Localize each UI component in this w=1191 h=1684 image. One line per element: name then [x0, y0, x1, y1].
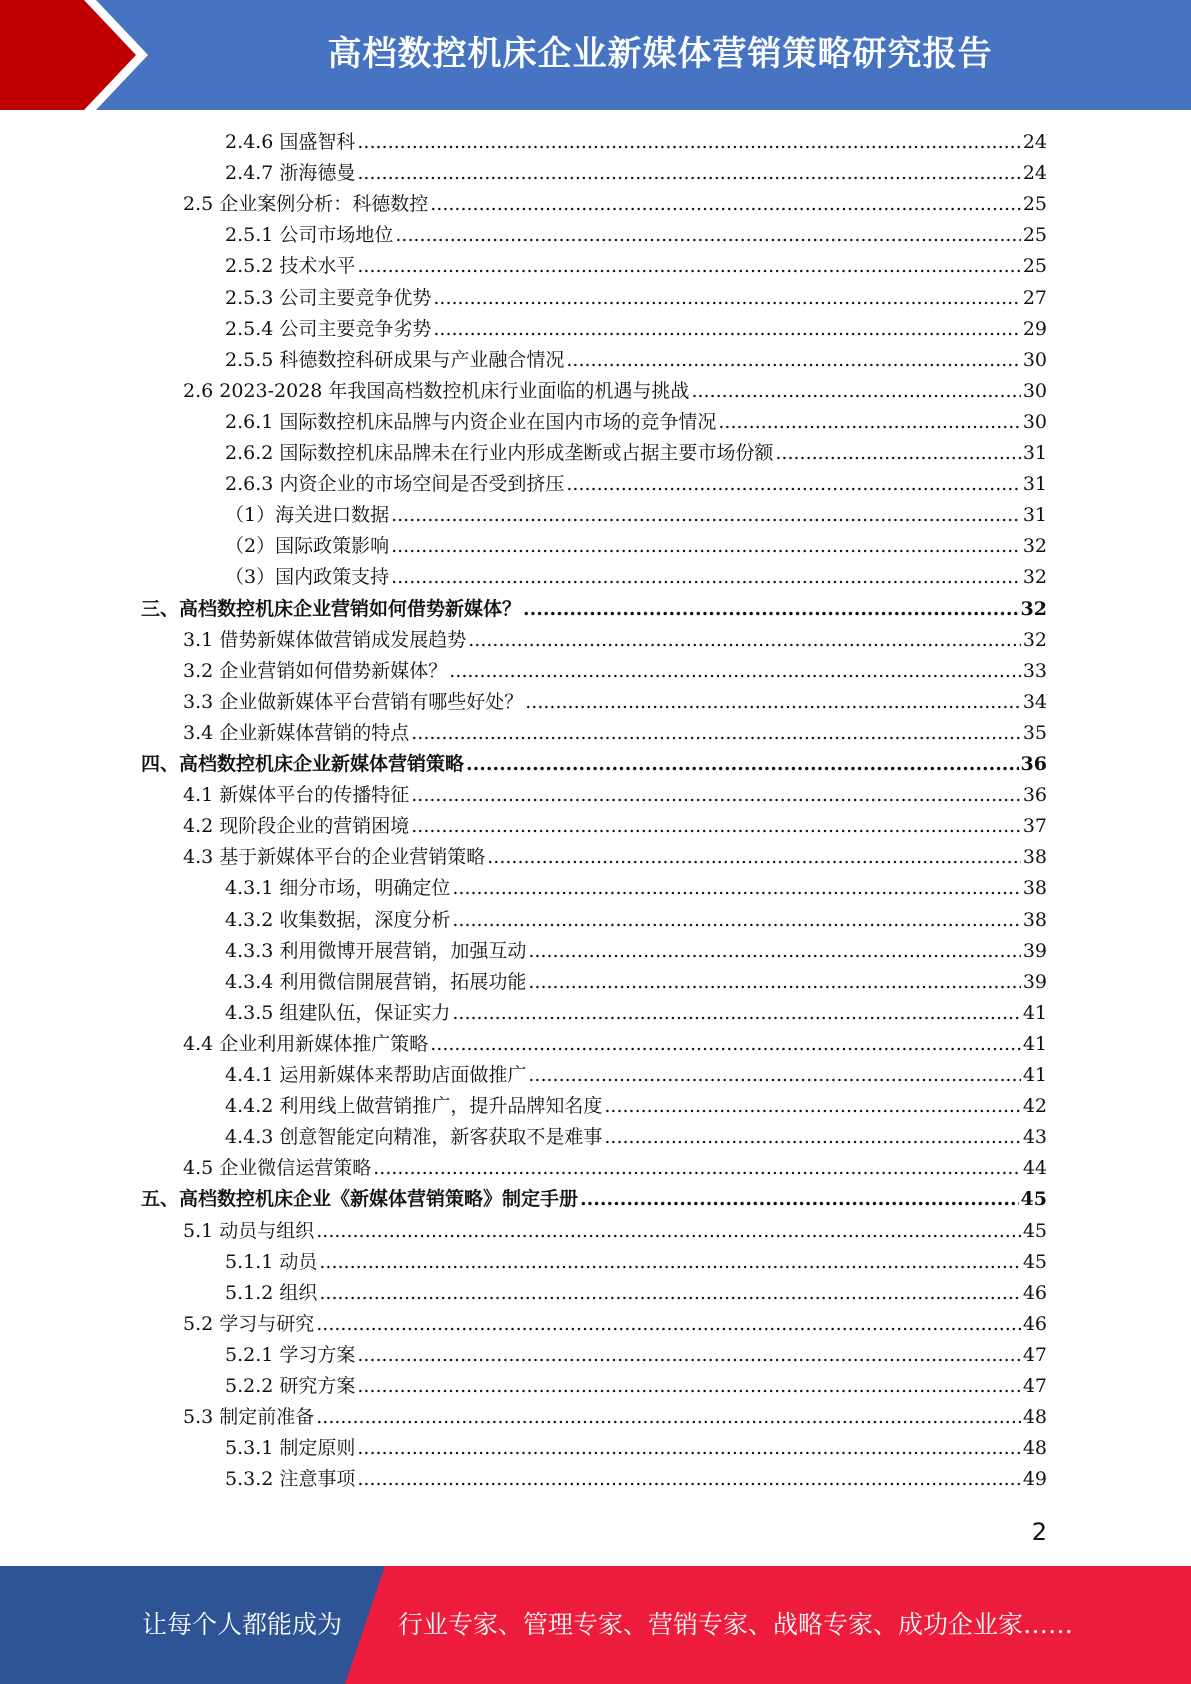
toc-entry-page: 24 [1022, 131, 1047, 153]
page-number: 2 [1031, 1518, 1047, 1546]
toc-entry-page: 25 [1022, 193, 1047, 216]
toc-entry-label: 5.3.2 注意事项 [225, 1468, 356, 1491]
toc-entry-label: 5.1 动员与组织 [183, 1219, 315, 1242]
toc-dot-leader [430, 189, 1021, 220]
toc-entry[interactable] [183, 687, 1047, 718]
toc-entry[interactable] [225, 127, 1047, 158]
toc-entry[interactable] [225, 1122, 1047, 1153]
toc-entry[interactable] [225, 1278, 1047, 1309]
toc-dot-leader [411, 718, 1021, 749]
toc-entry-label: 2.6.1 国际数控机床品牌与内资企业在国内市场的竞争情况 [225, 410, 717, 433]
header-arrow-decoration [0, 0, 160, 110]
toc-entry-page: 38 [1022, 877, 1047, 900]
toc-entry[interactable] [225, 562, 1047, 593]
toc-entry[interactable] [183, 1153, 1047, 1184]
toc-dot-leader [316, 1309, 1021, 1340]
toc-entry[interactable] [225, 905, 1047, 936]
toc-dot-leader [566, 345, 1020, 376]
toc-entry-label: 2.4.6 国盛智科 [225, 131, 356, 153]
toc-entry[interactable] [225, 1433, 1047, 1464]
toc-entry-page: 42 [1022, 1095, 1047, 1118]
toc-entry-label: （3）国内政策支持 [225, 566, 390, 589]
toc-entry-label: 4.4 企业利用新媒体推广策略 [183, 1032, 429, 1055]
toc-entry-label: 四、高档数控机床企业新媒体营销策略 [141, 753, 465, 775]
toc-entry[interactable] [141, 1184, 1047, 1215]
toc-dot-leader [357, 127, 1020, 158]
toc-entry-page: 25 [1022, 255, 1047, 278]
toc-entry-label: 2.5.4 公司主要竞争劣势 [225, 317, 432, 340]
toc-entry-label: 4.3.4 利用微信開展营销，拓展功能 [225, 970, 527, 993]
toc-entry-label: 4.4.1 运用新媒体来帮助店面做推广 [225, 1064, 527, 1086]
toc-dot-leader [373, 1153, 1021, 1184]
toc-entry-page: 45 [1022, 1219, 1047, 1242]
toc-entry[interactable] [141, 594, 1047, 625]
toc-entry-label: 4.4.3 创意智能定向精准，新客获取不是难事 [225, 1126, 603, 1149]
toc-entry-label: 3.4 企业新媒体营销的特点 [183, 721, 410, 744]
toc-entry-label: 5.3 制定前准备 [183, 1406, 315, 1429]
toc-dot-leader [395, 220, 1020, 251]
toc-entry-label: （2）国际政策影响 [225, 535, 390, 558]
toc-entry-page: 30 [1022, 379, 1047, 402]
toc-entry-page: 33 [1022, 659, 1047, 682]
toc-entry-page: 46 [1022, 1281, 1047, 1304]
toc-entry-page: 48 [1022, 1406, 1047, 1429]
toc-entry[interactable] [183, 811, 1047, 842]
toc-entry-page: 27 [1022, 286, 1047, 309]
toc-entry-page: 41 [1022, 1032, 1047, 1055]
toc-entry-page: 49 [1022, 1468, 1047, 1491]
toc-dot-leader [468, 625, 1021, 656]
toc-dot-leader [566, 469, 1020, 500]
toc-dot-leader [525, 687, 1021, 718]
toc-dot-leader [411, 780, 1021, 811]
toc-entry-page: 41 [1022, 1001, 1047, 1024]
toc-dot-leader [775, 438, 1020, 469]
toc-dot-leader [580, 1184, 1019, 1215]
toc-entry-page: 32 [1022, 566, 1047, 589]
toc-entry-label: 4.3 基于新媒体平台的企业营销策略 [183, 846, 486, 869]
toc-entry[interactable] [225, 345, 1047, 376]
toc-entry[interactable] [225, 998, 1047, 1029]
toc-entry-page: 39 [1022, 970, 1047, 993]
toc-entry-page: 31 [1022, 442, 1047, 464]
toc-entry[interactable] [183, 718, 1047, 749]
toc-dot-leader [718, 407, 1020, 438]
toc-entry-page: 39 [1022, 939, 1047, 962]
footer-slogan-left: 让每个人都能成为 [142, 1610, 343, 1639]
toc-entry-label: 5.1.2 组织 [225, 1281, 318, 1304]
toc-dot-leader [523, 594, 1019, 625]
toc-entry[interactable] [183, 1029, 1047, 1060]
toc-dot-leader [357, 251, 1020, 282]
toc-entry-page: 36 [1022, 784, 1047, 807]
toc-entry-page: 32 [1022, 535, 1047, 558]
toc-entry-page: 45 [1022, 1250, 1047, 1273]
toc-dot-leader [604, 1091, 1020, 1122]
toc-entry[interactable] [225, 220, 1047, 251]
toc-entry-label: 5.3.1 制定原则 [225, 1437, 356, 1460]
footer-slogan-right: 行业专家、管理专家、营销专家、战略专家、成功企业家…… [398, 1610, 1074, 1639]
toc-entry-label: 五、高档数控机床企业《新媒体营销策略》制定手册 [141, 1188, 579, 1211]
toc-entry[interactable] [225, 500, 1047, 531]
toc-entry[interactable] [183, 842, 1047, 873]
toc-entry-label: 三、高档数控机床企业营销如何借势新媒体？ [141, 597, 522, 620]
toc-entry[interactable] [225, 936, 1047, 967]
toc-entry[interactable] [225, 469, 1047, 500]
toc-entry[interactable] [183, 656, 1047, 687]
toc-entry-label: 5.2.1 学习方案 [225, 1343, 356, 1366]
toc-dot-leader [433, 283, 1020, 314]
toc-dot-leader [452, 998, 1020, 1029]
toc-entry-label: 4.3.5 组建队伍，保证实力 [225, 1001, 451, 1024]
toc-entry-label: 2.5.1 公司市场地位 [225, 224, 394, 247]
toc-dot-leader [357, 1371, 1020, 1402]
toc-entry-page: 31 [1022, 473, 1047, 496]
toc-entry-page: 38 [1022, 908, 1047, 931]
toc-entry-page: 37 [1022, 815, 1047, 838]
toc-dot-leader [528, 936, 1020, 967]
toc-entry-page: 44 [1022, 1157, 1047, 1180]
toc-entry-label: 3.3 企业做新媒体平台营销有哪些好处？ [183, 690, 524, 713]
document-title: 高档数控机床企业新媒体营销策略研究报告 [327, 34, 993, 74]
toc-entry-label: 4.3.3 利用微博开展营销，加强互动 [225, 939, 527, 962]
toc-entry[interactable] [225, 314, 1047, 345]
toc-entry[interactable] [183, 1216, 1047, 1247]
toc-dot-leader [487, 842, 1021, 873]
toc-entry-label: 2.5 企业案例分析：科德数控 [183, 193, 429, 216]
toc-entry-page: 46 [1022, 1312, 1047, 1335]
toc-entry[interactable] [183, 1309, 1047, 1340]
toc-entry[interactable] [225, 158, 1047, 189]
toc-entry-label: 5.2 学习与研究 [183, 1312, 315, 1335]
toc-entry-label: 4.3.2 收集数据，深度分析 [225, 908, 451, 931]
toc-entry-label: 4.2 现阶段企业的营销困境 [183, 815, 410, 838]
toc-entry[interactable] [225, 1371, 1047, 1402]
toc-dot-leader [466, 749, 1019, 780]
toc-entry[interactable] [225, 438, 1047, 469]
toc-entry-label: 4.3.1 细分市场，明确定位 [225, 877, 451, 900]
toc-dot-leader [316, 1402, 1021, 1433]
toc-entry[interactable] [225, 1247, 1047, 1278]
toc-dot-leader [391, 531, 1021, 562]
toc-entry[interactable] [183, 376, 1047, 407]
page-header [0, 0, 1191, 110]
toc-dot-leader [391, 562, 1021, 593]
toc-dot-leader [319, 1247, 1020, 1278]
toc-entry[interactable] [183, 625, 1047, 656]
toc-entry-page: 43 [1022, 1126, 1047, 1149]
toc-entry-page: 29 [1022, 317, 1047, 340]
toc-entry-label: 4.5 企业微信运营策略 [183, 1157, 372, 1180]
toc-dot-leader [449, 656, 1021, 687]
toc-entry[interactable] [225, 1340, 1047, 1371]
toc-entry-page: 30 [1022, 348, 1047, 371]
toc-entry-label: 3.1 借势新媒体做营销成发展趋势 [183, 628, 467, 651]
toc-entry-page: 47 [1022, 1343, 1047, 1366]
toc-dot-leader [357, 1340, 1020, 1371]
toc-entry-page: 24 [1022, 162, 1047, 185]
toc-dot-leader [604, 1122, 1020, 1153]
toc-entry-label: 2.4.7 浙海德曼 [225, 162, 356, 185]
toc-entry-page: 32 [1020, 597, 1047, 620]
toc-entry[interactable] [225, 1464, 1047, 1495]
toc-entry[interactable] [225, 1060, 1047, 1091]
toc-entry[interactable] [225, 967, 1047, 998]
toc-entry-label: 4.4.2 利用线上做营销推广，提升品牌知名度 [225, 1095, 603, 1118]
page-footer [0, 1566, 1191, 1684]
toc-entry-label: （1）海关进口数据 [225, 504, 390, 527]
toc-entry-label: 2.6 2023-2028 年我国高档数控机床行业面临的机遇与挑战 [183, 379, 690, 402]
toc-dot-leader [391, 500, 1021, 531]
toc-dot-leader [411, 811, 1021, 842]
toc-entry-page: 32 [1022, 628, 1047, 651]
toc-entry-label: 2.5.5 科德数控科研成果与产业融合情况 [225, 348, 565, 371]
toc-entry[interactable] [225, 873, 1047, 904]
toc-entry-label: 3.2 企业营销如何借势新媒体？ [183, 659, 448, 682]
toc-entry-page: 47 [1022, 1375, 1047, 1397]
toc-entry-label: 2.5.2 技术水平 [225, 255, 356, 278]
toc-entry-page: 34 [1022, 690, 1047, 713]
toc-entry-label: 2.6.2 国际数控机床品牌未在行业内形成垄断或占据主要市场份额 [225, 442, 774, 464]
toc-dot-leader [430, 1029, 1021, 1060]
toc-entry[interactable] [225, 407, 1047, 438]
toc-entry-page: 45 [1020, 1188, 1047, 1211]
toc-entry-page: 35 [1022, 721, 1047, 744]
toc-entry[interactable] [141, 749, 1047, 780]
toc-dot-leader [357, 1464, 1020, 1495]
toc-entry[interactable] [225, 1091, 1047, 1122]
toc-entry[interactable] [183, 189, 1047, 220]
toc-dot-leader [316, 1216, 1021, 1247]
toc-dot-leader [691, 376, 1020, 407]
toc-dot-leader [357, 1433, 1020, 1464]
toc-dot-leader [452, 905, 1020, 936]
toc-entry[interactable] [225, 531, 1047, 562]
toc-entry-label: 5.2.2 研究方案 [225, 1375, 356, 1397]
toc-entry-label: 2.6.3 内资企业的市场空间是否受到挤压 [225, 473, 565, 496]
toc-entry[interactable] [225, 251, 1047, 282]
toc-entry-page: 30 [1022, 410, 1047, 433]
toc-entry[interactable] [183, 780, 1047, 811]
toc-entry[interactable] [225, 283, 1047, 314]
toc-dot-leader [528, 967, 1020, 998]
toc-entry-page: 48 [1022, 1437, 1047, 1460]
toc-entry-page: 41 [1022, 1064, 1047, 1086]
toc-dot-leader [452, 873, 1020, 904]
toc-entry-page: 25 [1022, 224, 1047, 247]
toc-entry[interactable] [183, 1402, 1047, 1433]
toc-dot-leader [433, 314, 1020, 345]
toc-dot-leader [357, 158, 1020, 189]
toc-entry-label: 2.5.3 公司主要竞争优势 [225, 286, 432, 309]
toc-entry-label: 5.1.1 动员 [225, 1250, 318, 1273]
toc-entry-page: 36 [1020, 753, 1047, 775]
toc-dot-leader [319, 1278, 1020, 1309]
toc-entry-page: 31 [1022, 504, 1047, 527]
toc-dot-leader [528, 1060, 1020, 1091]
toc-entry-page: 38 [1022, 846, 1047, 869]
toc-entry-label: 4.1 新媒体平台的传播特征 [183, 784, 410, 807]
